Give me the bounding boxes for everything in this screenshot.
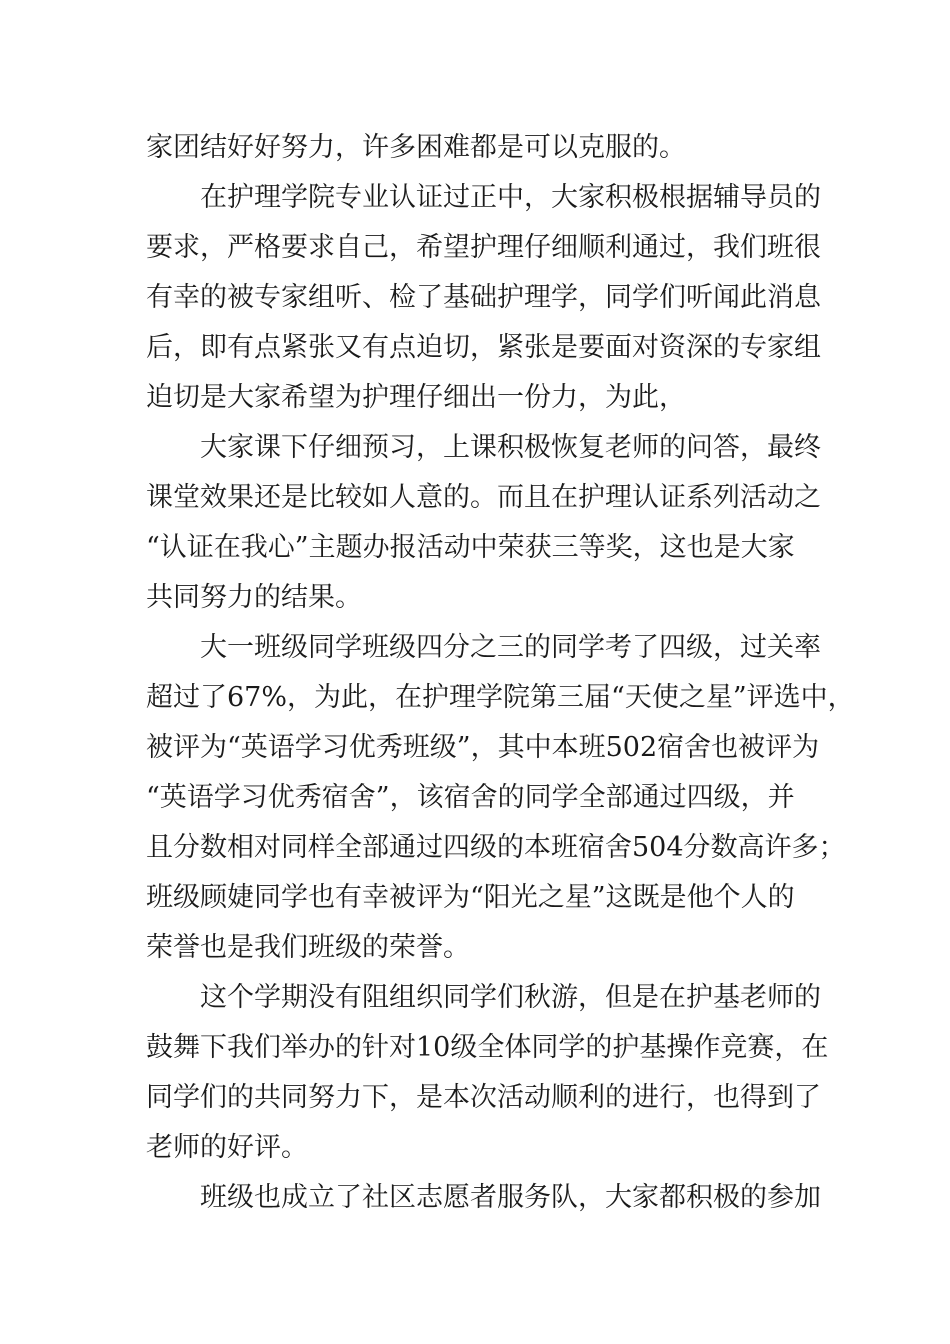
text-line-12: 超过了67%，为此，在护理学院第三届“天使之星”评选中， xyxy=(146,682,855,713)
text-line-2: 在护理学院专业认证过正中，大家积极根据辅导员的 xyxy=(200,182,821,213)
text-line-5: 后，即有点紧张又有点迫切，紧张是要面对资深的专家组 xyxy=(146,332,821,363)
text-line-6: 迫切是大家希望为护理仔细出一份力，为此， xyxy=(146,382,686,413)
text-line-21: 老师的好评。 xyxy=(146,1132,308,1163)
text-line-9: “认证在我心”主题办报活动中荣获三等奖，这也是大家 xyxy=(146,532,795,563)
text-line-13: 被评为“英语学习优秀班级”，其中本班502宿舍也被评为 xyxy=(146,732,820,763)
text-line-19: 鼓舞下我们举办的针对10级全体同学的护基操作竞赛，在 xyxy=(146,1032,829,1063)
text-line-14: “英语学习优秀宿舍”，该宿舍的同学全部通过四级，并 xyxy=(146,782,795,813)
text-line-3: 要求，严格要求自己，希望护理仔细顺利通过，我们班很 xyxy=(146,232,821,263)
text-line-10: 共同努力的结果。 xyxy=(146,582,362,613)
text-line-17: 荣誉也是我们班级的荣誉。 xyxy=(146,932,470,963)
text-line-20: 同学们的共同努力下，是本次活动顺利的进行，也得到了 xyxy=(146,1082,821,1113)
text-line-15: 且分数相对同样全部通过四级的本班宿舍504分数高许多； xyxy=(146,832,846,863)
text-line-16: 班级顾婕同学也有幸被评为“阳光之星”这既是他个人的 xyxy=(146,882,795,913)
text-line-1: 家团结好好努力，许多困难都是可以克服的。 xyxy=(146,132,686,163)
text-line-18: 这个学期没有阻组织同学们秋游，但是在护基老师的 xyxy=(200,982,821,1013)
text-line-7: 大家课下仔细预习，上课积极恢复老师的问答，最终 xyxy=(200,432,821,463)
text-line-22: 班级也成立了社区志愿者服务队，大家都积极的参加 xyxy=(200,1182,821,1213)
text-line-11: 大一班级同学班级四分之三的同学考了四级，过关率 xyxy=(200,632,821,663)
text-line-4: 有幸的被专家组听、检了基础护理学，同学们听闻此消息 xyxy=(146,282,821,313)
text-line-8: 课堂效果还是比较如人意的。而且在护理认证系列活动之 xyxy=(146,482,821,513)
